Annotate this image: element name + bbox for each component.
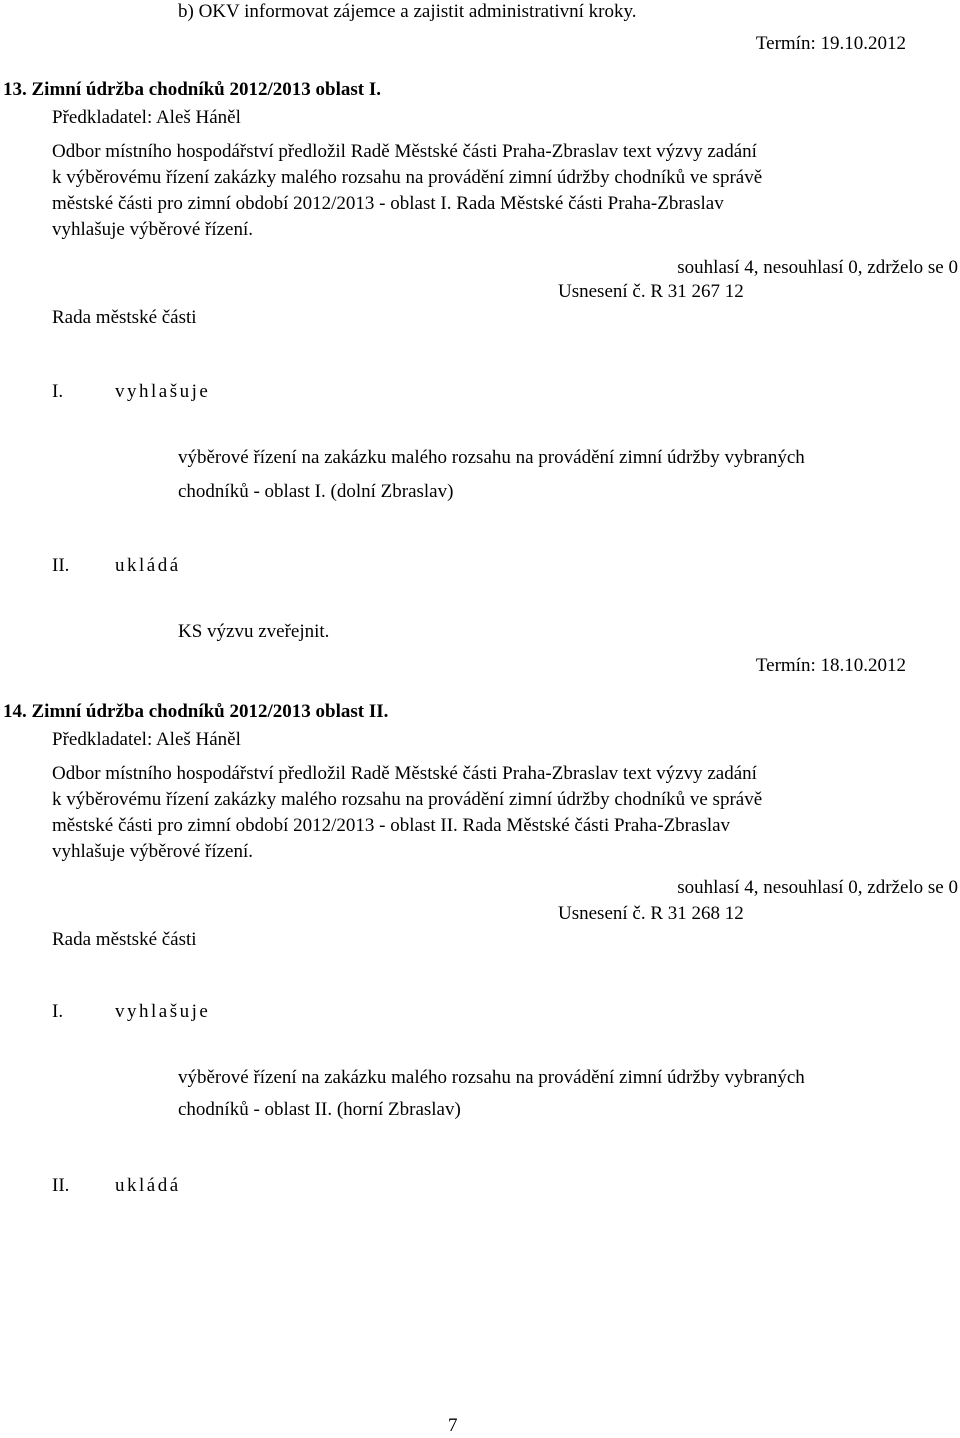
section-14-body-line: Odbor místního hospodářství předložil Radě Městské části Praha-Zbraslav text výzvy zadání xyxy=(52,763,757,784)
section-13-point1-text: výběrové řízení na zakázku malého rozsahu na provádění zimní údržby vybraných xyxy=(178,447,805,468)
section-13-vote: souhlasí 4, nesouhlasí 0, zdrželo se 0 xyxy=(677,257,958,278)
section-14-body-line: městské části pro zimní období 2012/2013 - oblast II. Rada Městské části Praha-Zbraslav xyxy=(52,815,731,836)
section-13-body-line: Odbor místního hospodářství předložil Radě Městské části Praha-Zbraslav text výzvy zadání xyxy=(52,141,757,162)
section-13-point1-number: I. xyxy=(52,381,64,402)
section-14-rada: Rada městské části xyxy=(52,929,197,950)
section-14-predkladatel: Předkladatel: Aleš Háněl xyxy=(52,729,241,750)
section-13-usneseni: Usnesení č. R 31 267 12 xyxy=(558,281,744,302)
section-14-point1-number: I. xyxy=(52,1001,64,1022)
item-b-text: b) OKV informovat zájemce a zajistit administrativní kroky. xyxy=(178,1,637,22)
section-13-point2-number: II. xyxy=(52,555,70,576)
page-number: 7 xyxy=(448,1415,458,1436)
section-14-vote: souhlasí 4, nesouhlasí 0, zdrželo se 0 xyxy=(677,877,958,898)
section-14-heading: 14. Zimní údržba chodníků 2012/2013 oblast II. xyxy=(3,701,389,722)
section-14-point1-text: výběrové řízení na zakázku malého rozsahu na provádění zimní údržby vybraných xyxy=(178,1067,805,1088)
section-14-body-line: vyhlašuje výběrové řízení. xyxy=(52,841,254,862)
section-13-point2-text: KS výzvu zveřejnit. xyxy=(178,621,330,642)
section-13-heading: 13. Zimní údržba chodníků 2012/2013 oblast I. xyxy=(3,80,381,99)
section-13-point2-verb: ukládá xyxy=(115,555,181,576)
section-14-body-line: k výběrovému řízení zakázky malého rozsahu na provádění zimní údržby chodníků ve správě xyxy=(52,789,763,810)
section-13-body-line: městské části pro zimní období 2012/2013 - oblast I. Rada Městské části Praha-Zbraslav xyxy=(52,193,724,214)
section-14-point2-verb: ukládá xyxy=(115,1175,181,1196)
section-13-body-line: k výběrovému řízení zakázky malého rozsahu na provádění zimní údržby chodníků ve správě xyxy=(52,167,763,188)
section-13-termin: Termín: 18.10.2012 xyxy=(755,655,906,676)
termin-top: Termín: 19.10.2012 xyxy=(755,33,906,54)
section-13-predkladatel: Předkladatel: Aleš Háněl xyxy=(52,107,241,128)
section-13-point1-verb: vyhlašuje xyxy=(115,381,211,402)
section-14-point1-text: chodníků - oblast II. (horní Zbraslav) xyxy=(178,1099,461,1120)
section-14-point1-verb: vyhlašuje xyxy=(115,1001,211,1022)
section-13-rada: Rada městské části xyxy=(52,307,197,328)
section-14-point2-number: II. xyxy=(52,1175,70,1196)
section-13-body-line: vyhlašuje výběrové řízení. xyxy=(52,219,254,240)
section-13-point1-text: chodníků - oblast I. (dolní Zbraslav) xyxy=(178,481,454,502)
section-14-usneseni: Usnesení č. R 31 268 12 xyxy=(558,903,744,924)
